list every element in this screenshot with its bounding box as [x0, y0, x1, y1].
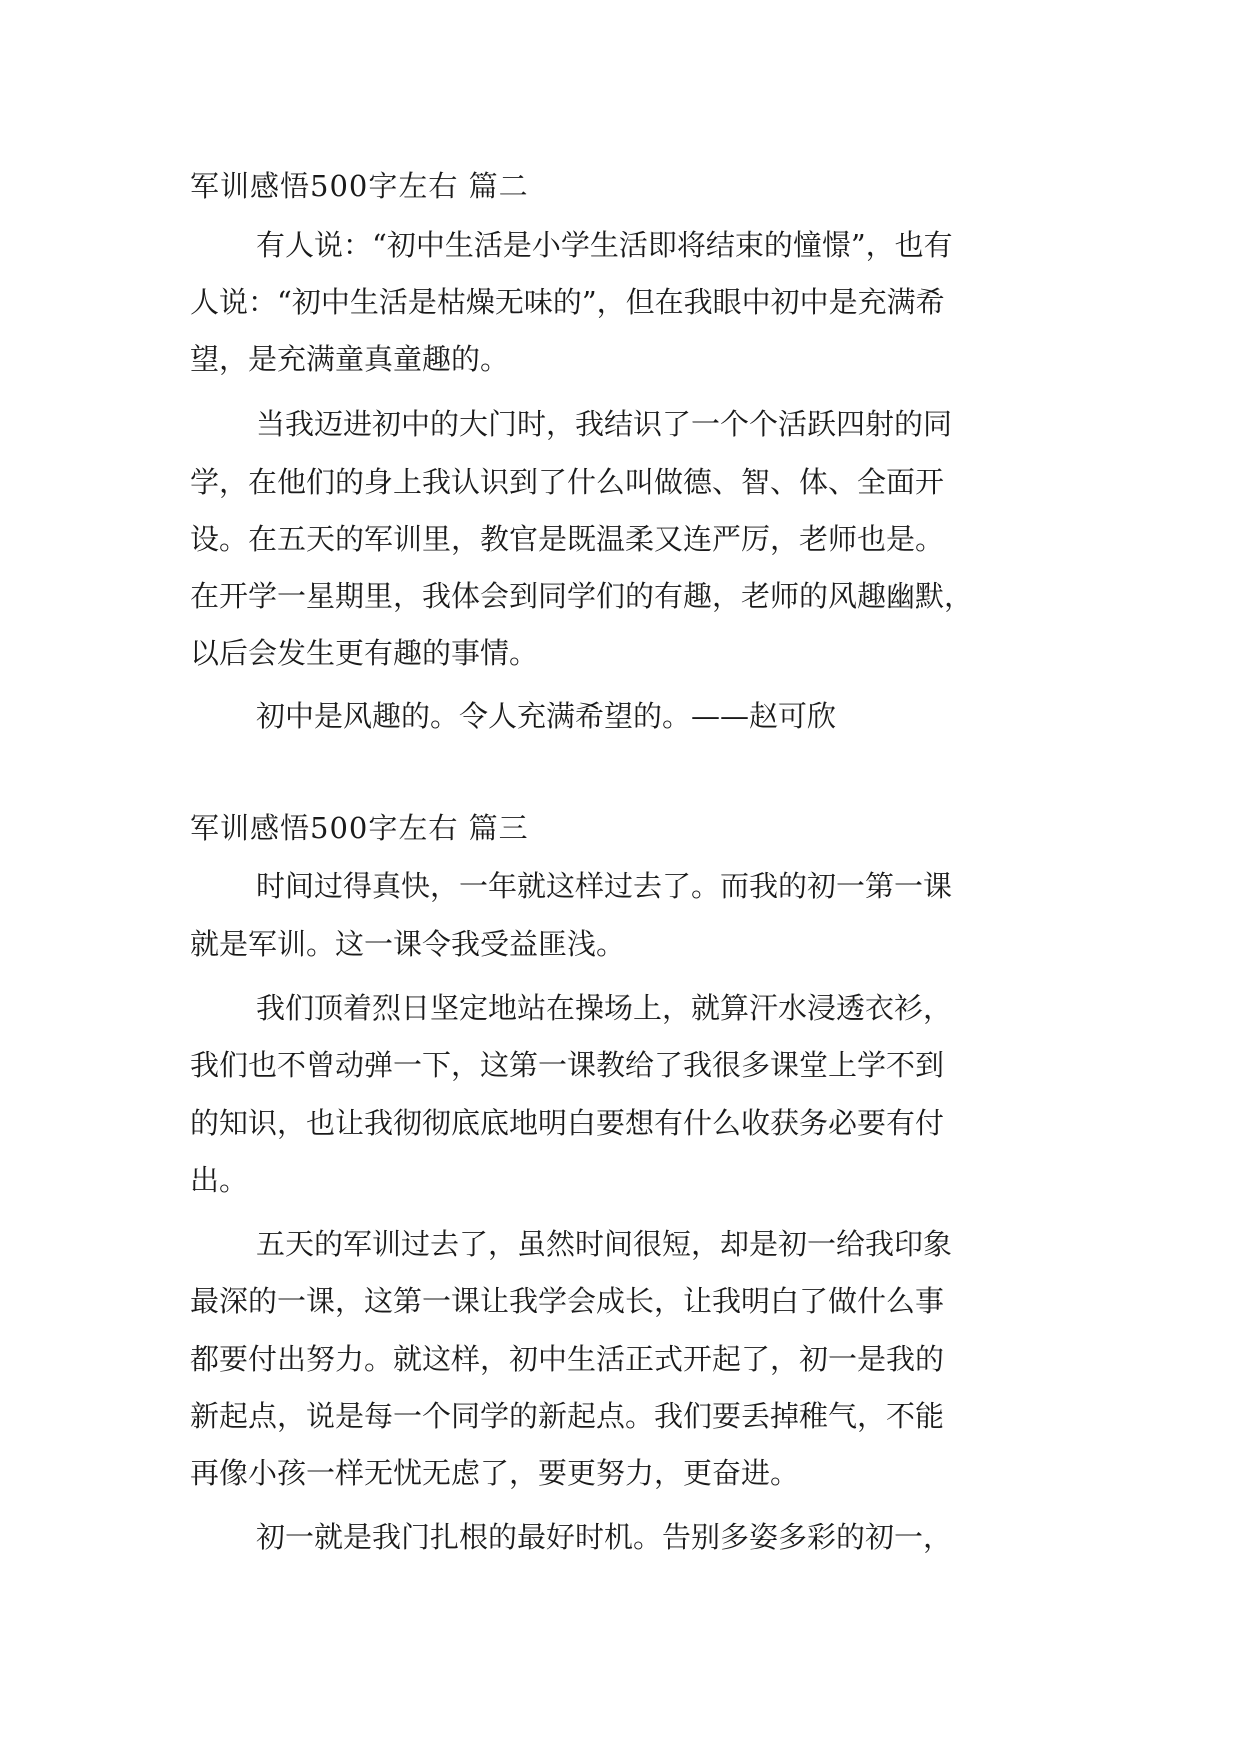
paragraph-line: 时间过得真快，一年就这样过去了。而我的初一第一课	[256, 869, 953, 903]
paragraph-line: 的知识，也让我彻彻底底地明白要想有什么收获务必要有付	[190, 1106, 945, 1140]
paragraph-line: 以后会发生更有趣的事情。	[190, 636, 539, 670]
paragraph-line: 都要付出努力。就这样，初中生活正式开起了，初一是我的	[190, 1342, 945, 1376]
paragraph-line: 出。	[190, 1163, 249, 1197]
paragraph-line: 人说：“初中生活是枯燥无味的”，但在我眼中初中是充满希	[190, 285, 945, 319]
paragraph-line: 学，在他们的身上我认识到了什么叫做德、智、体、全面开	[190, 465, 945, 499]
paragraph-line: 我们也不曾动弹一下，这第一课教给了我很多课堂上学不到	[190, 1048, 945, 1082]
paragraph-line: 再像小孩一样无忧无虑了，要更努力，更奋进。	[190, 1456, 800, 1490]
paragraph-line: 初中是风趣的。令人充满希望的。——赵可欣	[256, 699, 837, 733]
paragraph-line: 在开学一星期里，我体会到同学们的有趣，老师的风趣幽默，	[190, 579, 974, 613]
paragraph-line: 最深的一课，这第一课让我学会成长，让我明白了做什么事	[190, 1284, 945, 1318]
section-heading: 军训感悟500字左右 篇二	[190, 169, 529, 203]
paragraph-line: 新起点，说是每一个同学的新起点。我们要丢掉稚气，不能	[190, 1399, 945, 1433]
section-heading: 军训感悟500字左右 篇三	[190, 811, 529, 845]
paragraph-line: 我们顶着烈日坚定地站在操场上，就算汗水浸透衣衫，	[256, 991, 953, 1025]
paragraph-line: 就是军训。这一课令我受益匪浅。	[190, 927, 626, 961]
paragraph-line: 五天的军训过去了，虽然时间很短，却是初一给我印象	[256, 1227, 953, 1261]
paragraph-line: 有人说：“初中生活是小学生活即将结束的憧憬”，也有	[256, 228, 953, 262]
paragraph-line: 设。在五天的军训里，教官是既温柔又连严厉，老师也是。	[190, 522, 945, 556]
paragraph-line: 望，是充满童真童趣的。	[190, 342, 510, 376]
paragraph-line: 初一就是我门扎根的最好时机。告别多姿多彩的初一，	[256, 1520, 953, 1554]
paragraph-line: 当我迈进初中的大门时，我结识了一个个活跃四射的同	[256, 407, 953, 441]
